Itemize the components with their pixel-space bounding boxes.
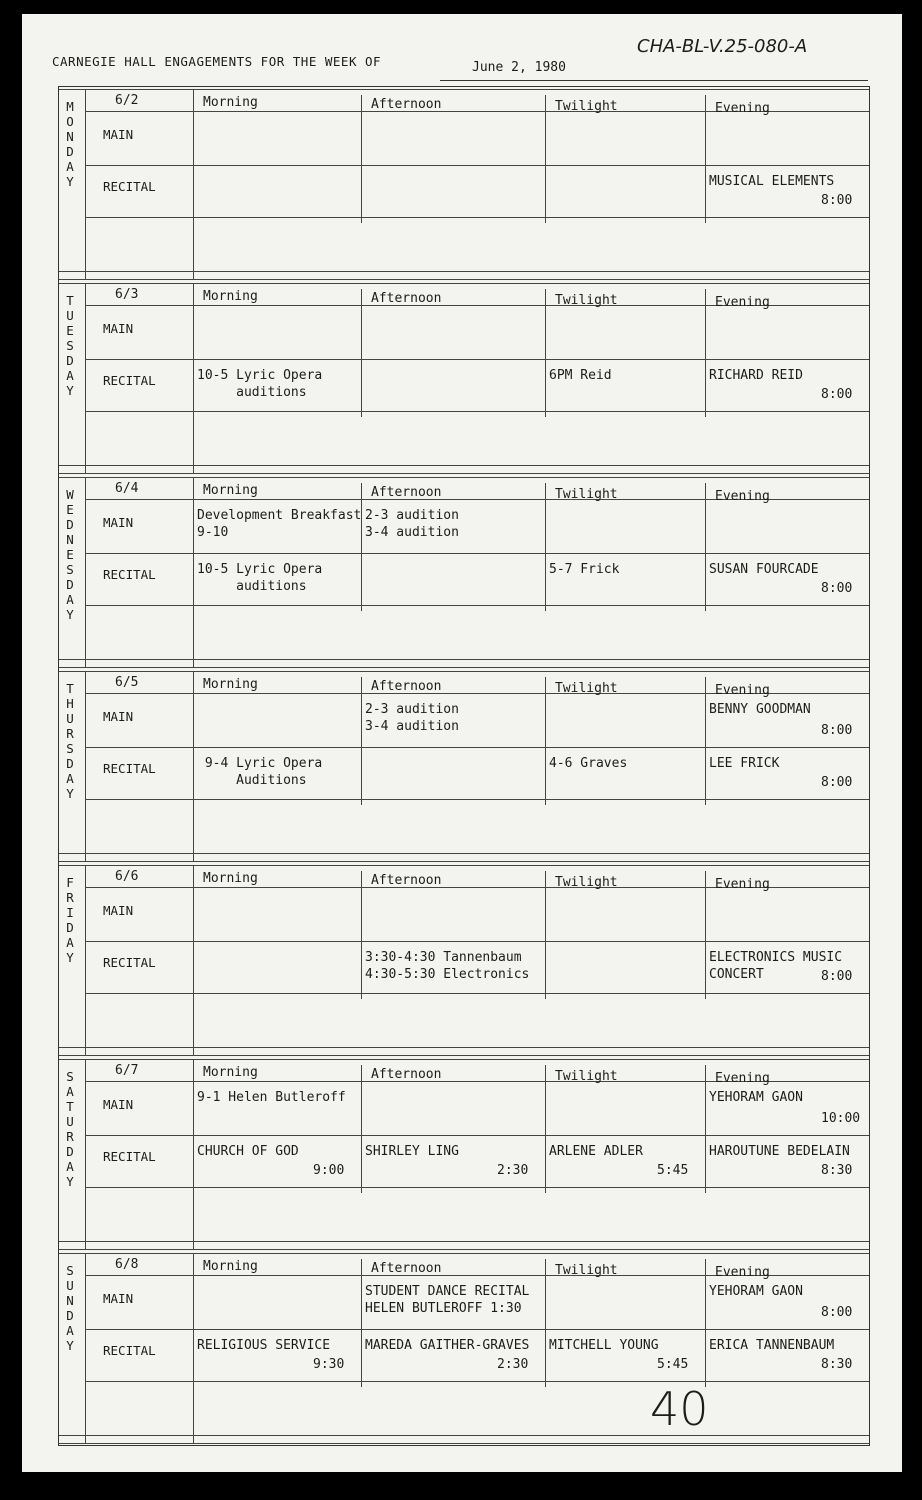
grid-hline <box>59 659 869 660</box>
cell-time-recital-evening: 8:00 <box>821 775 853 790</box>
cell-main-evening: YEHORAM GAON <box>709 1090 803 1105</box>
cell-recital-evening: HAROUTUNE BEDELAIN <box>709 1144 850 1159</box>
grid-hline <box>85 799 869 800</box>
grid-vline <box>85 671 86 861</box>
document-title: CARNEGIE HALL ENGAGEMENTS FOR THE WEEK OF <box>52 54 382 69</box>
grid-vline <box>705 1065 706 1193</box>
cell-time-recital-evening: 8:00 <box>821 387 853 402</box>
slot-header-morning: Morning <box>203 289 258 304</box>
grid-hline <box>59 853 869 854</box>
cell-main-morning: 9-1 Helen Butleroff <box>197 1090 346 1105</box>
cell-recital-evening: ERICA TANNENBAUM <box>709 1338 835 1353</box>
slot-header-evening: Evening <box>715 877 770 892</box>
grid-vline <box>85 1253 86 1443</box>
cell-recital-afternoon: SHIRLEY LING <box>365 1144 459 1159</box>
grid-vline <box>361 289 362 417</box>
grid-hline <box>59 1059 869 1060</box>
row-label-main: MAIN <box>103 903 134 918</box>
day-name: S A T U R D A Y <box>66 1069 74 1189</box>
grid-vline <box>705 289 706 417</box>
grid-vline <box>545 483 546 611</box>
grid-hline <box>59 671 869 672</box>
cell-recital-evening: RICHARD REID <box>709 368 803 383</box>
grid-vline <box>361 677 362 805</box>
grid-hline <box>85 411 869 412</box>
cell-time-recital-evening: 8:30 <box>821 1163 853 1178</box>
grid-hline <box>59 1435 869 1436</box>
grid-vline <box>85 1059 86 1249</box>
row-label-main: MAIN <box>103 1097 134 1112</box>
grid-vline <box>705 1259 706 1387</box>
day-name: W E D N E S D A Y <box>66 487 74 622</box>
grid-vline <box>361 1259 362 1387</box>
slot-header-evening: Evening <box>715 683 770 698</box>
row-label-recital: RECITAL <box>103 373 156 388</box>
day-name: S U N D A Y <box>66 1263 74 1353</box>
day-block-wednesday <box>59 477 869 671</box>
row-label-main: MAIN <box>103 1291 134 1306</box>
slot-header-twilight: Twilight <box>555 681 618 696</box>
cell-time-recital-evening: 8:30 <box>821 1357 853 1372</box>
cell-time-recital-morning: 9:00 <box>313 1163 345 1178</box>
cell-recital-twilight: 6PM Reid <box>549 368 612 383</box>
grid-hline <box>85 359 869 360</box>
cell-main-evening: YEHORAM GAON <box>709 1284 803 1299</box>
day-date: 6/3 <box>115 287 139 302</box>
grid-hline <box>85 747 869 748</box>
grid-vline <box>193 1253 194 1443</box>
cell-recital-morning: CHURCH OF GOD <box>197 1144 299 1159</box>
slot-header-twilight: Twilight <box>555 293 618 308</box>
grid-hline <box>85 993 869 994</box>
cell-recital-twilight: 4-6 Graves <box>549 756 628 771</box>
slot-header-twilight: Twilight <box>555 487 618 502</box>
day-date: 6/5 <box>115 675 139 690</box>
grid-vline <box>193 1059 194 1249</box>
row-label-main: MAIN <box>103 515 134 530</box>
day-date: 6/6 <box>115 869 139 884</box>
cell-time-recital-afternoon: 2:30 <box>497 1163 529 1178</box>
grid-vline <box>85 89 86 279</box>
slot-header-twilight: Twilight <box>555 1069 618 1084</box>
grid-hline <box>85 165 869 166</box>
cell-recital-afternoon: 3:30-4:30 Tannenbaum 4:30-5:30 Electronics <box>365 950 530 982</box>
cell-recital-afternoon: MAREDA GAITHER-GRAVES <box>365 1338 530 1353</box>
grid-hline <box>85 941 869 942</box>
date-underline <box>440 80 868 81</box>
cell-time-recital-morning: 9:30 <box>313 1357 345 1372</box>
grid-vline <box>545 1065 546 1193</box>
day-name: F R I D A Y <box>66 875 74 965</box>
schedule-grid <box>58 86 870 1446</box>
grid-hline <box>59 865 869 866</box>
slot-header-evening: Evening <box>715 489 770 504</box>
grid-hline <box>85 1135 869 1136</box>
day-name: T U E S D A Y <box>66 293 74 398</box>
day-block-monday <box>59 89 869 283</box>
grid-hline <box>59 1241 869 1242</box>
row-label-recital: RECITAL <box>103 567 156 582</box>
cell-recital-morning: 10-5 Lyric Opera auditions <box>197 562 323 594</box>
slot-header-morning: Morning <box>203 1065 258 1080</box>
day-block-thursday <box>59 671 869 865</box>
grid-hline <box>59 89 869 90</box>
cell-time-main-evening: 8:00 <box>821 1305 853 1320</box>
grid-vline <box>545 871 546 999</box>
slot-header-afternoon: Afternoon <box>371 873 442 888</box>
week-date: June 2, 1980 <box>472 60 566 75</box>
slot-header-evening: Evening <box>715 1265 770 1280</box>
cell-time-recital-evening: 8:00 <box>821 969 853 984</box>
cell-recital-evening: MUSICAL ELEMENTS <box>709 174 835 189</box>
slot-header-morning: Morning <box>203 871 258 886</box>
cell-main-afternoon: STUDENT DANCE RECITAL HELEN BUTLEROFF 1:30 <box>365 1284 530 1316</box>
grid-hline <box>59 667 869 668</box>
slot-header-evening: Evening <box>715 1071 770 1086</box>
slot-header-afternoon: Afternoon <box>371 485 442 500</box>
slot-header-morning: Morning <box>203 1259 258 1274</box>
cell-recital-twilight: ARLENE ADLER <box>549 1144 643 1159</box>
cell-recital-twilight: 5-7 Frick <box>549 562 620 577</box>
cell-recital-evening: LEE FRICK <box>709 756 780 771</box>
slot-header-morning: Morning <box>203 677 258 692</box>
grid-vline <box>705 95 706 223</box>
cell-main-afternoon: 2-3 audition 3-4 audition <box>365 508 459 540</box>
grid-hline <box>59 1253 869 1254</box>
cell-recital-morning: 10-5 Lyric Opera auditions <box>197 368 323 400</box>
day-block-tuesday <box>59 283 869 477</box>
grid-hline <box>59 1047 869 1048</box>
row-label-main: MAIN <box>103 321 134 336</box>
cell-recital-morning: RELIGIOUS SERVICE <box>197 1338 331 1353</box>
cell-recital-twilight: MITCHELL YOUNG <box>549 1338 659 1353</box>
grid-hline <box>59 279 869 280</box>
grid-vline <box>545 289 546 417</box>
cell-main-morning: Development Breakfast 9-10 <box>197 508 362 540</box>
grid-vline <box>193 865 194 1055</box>
grid-hline <box>85 1187 869 1188</box>
row-label-recital: RECITAL <box>103 761 156 776</box>
cell-recital-evening: SUSAN FOURCADE <box>709 562 819 577</box>
slot-header-afternoon: Afternoon <box>371 291 442 306</box>
grid-vline <box>705 871 706 999</box>
grid-vline <box>193 671 194 861</box>
cell-time-main-evening: 8:00 <box>821 723 853 738</box>
grid-vline <box>705 483 706 611</box>
cell-time-recital-evening: 8:00 <box>821 193 853 208</box>
cell-time-recital-afternoon: 2:30 <box>497 1357 529 1372</box>
grid-vline <box>85 283 86 473</box>
cell-time-main-evening: 10:00 <box>821 1111 861 1126</box>
grid-vline <box>545 1259 546 1387</box>
grid-vline <box>193 89 194 279</box>
grid-hline <box>59 1443 869 1444</box>
grid-hline <box>59 1055 869 1056</box>
grid-hline <box>59 473 869 474</box>
grid-hline <box>59 1249 869 1250</box>
grid-vline <box>361 871 362 999</box>
grid-hline <box>59 283 869 284</box>
grid-hline <box>85 1329 869 1330</box>
grid-vline <box>193 477 194 667</box>
day-block-friday <box>59 865 869 1059</box>
slot-header-afternoon: Afternoon <box>371 1067 442 1082</box>
grid-hline <box>59 477 869 478</box>
grid-vline <box>545 677 546 805</box>
slot-header-twilight: Twilight <box>555 875 618 890</box>
row-label-recital: RECITAL <box>103 1343 156 1358</box>
grid-hline <box>85 553 869 554</box>
slot-header-afternoon: Afternoon <box>371 97 442 112</box>
cell-main-evening: BENNY GOODMAN <box>709 702 811 717</box>
day-block-sunday <box>59 1253 869 1447</box>
cell-recital-evening: ELECTRONICS MUSIC CONCERT <box>709 950 843 982</box>
cell-time-recital-evening: 8:00 <box>821 581 853 596</box>
grid-vline <box>361 483 362 611</box>
row-label-recital: RECITAL <box>103 955 156 970</box>
grid-hline <box>59 271 869 272</box>
grid-hline <box>85 217 869 218</box>
grid-vline <box>193 283 194 473</box>
grid-vline <box>705 677 706 805</box>
cell-time-recital-twilight: 5:45 <box>657 1163 689 1178</box>
cell-main-afternoon: 2-3 audition 3-4 audition <box>365 702 459 734</box>
cell-time-recital-twilight: 5:45 <box>657 1357 689 1372</box>
slot-header-afternoon: Afternoon <box>371 679 442 694</box>
archive-reference: CHA-BL-V.25-080-A <box>637 36 808 57</box>
slot-header-twilight: Twilight <box>555 99 618 114</box>
slot-header-twilight: Twilight <box>555 1263 618 1278</box>
grid-vline <box>85 865 86 1055</box>
slot-header-afternoon: Afternoon <box>371 1261 442 1276</box>
day-date: 6/4 <box>115 481 139 496</box>
grid-hline <box>59 465 869 466</box>
grid-vline <box>361 1065 362 1193</box>
cell-recital-morning: 9-4 Lyric Opera Auditions <box>204 756 323 788</box>
row-label-recital: RECITAL <box>103 179 156 194</box>
grid-vline <box>85 477 86 667</box>
page-number: 40 <box>650 1382 709 1436</box>
grid-vline <box>361 95 362 223</box>
slot-header-morning: Morning <box>203 483 258 498</box>
document-sheet <box>22 14 902 1472</box>
grid-hline <box>59 861 869 862</box>
day-name: T H U R S D A Y <box>66 681 74 801</box>
grid-vline <box>545 95 546 223</box>
day-name: M O N D A Y <box>66 99 74 189</box>
day-block-saturday <box>59 1059 869 1253</box>
slot-header-evening: Evening <box>715 295 770 310</box>
slot-header-evening: Evening <box>715 101 770 116</box>
day-date: 6/2 <box>115 93 139 108</box>
grid-hline <box>85 605 869 606</box>
grid-hline <box>85 1381 869 1382</box>
row-label-recital: RECITAL <box>103 1149 156 1164</box>
slot-header-morning: Morning <box>203 95 258 110</box>
row-label-main: MAIN <box>103 127 134 142</box>
day-date: 6/7 <box>115 1063 139 1078</box>
row-label-main: MAIN <box>103 709 134 724</box>
day-date: 6/8 <box>115 1257 139 1272</box>
